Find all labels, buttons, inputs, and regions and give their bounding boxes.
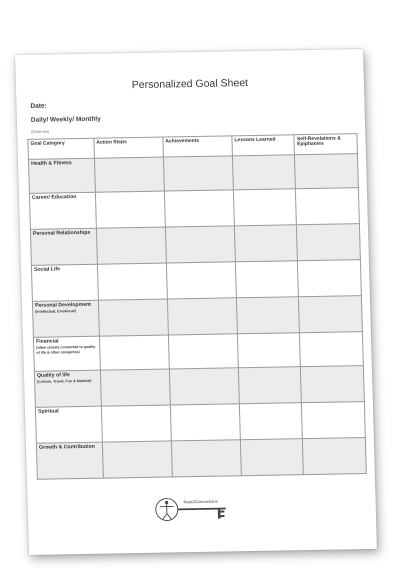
goal-category-cell [30, 228, 97, 265]
logo-emblem-icon [153, 491, 264, 527]
goal-category-label: Quality of life [36, 371, 70, 379]
table-row [32, 296, 362, 338]
achievements-cell[interactable] [170, 404, 240, 441]
action-steps-cell[interactable] [102, 441, 172, 478]
column-header-lessons-learned: Lessons Learned [232, 135, 295, 156]
goal-table [27, 133, 366, 480]
goal-category-cell [33, 336, 100, 371]
action-steps-cell[interactable] [95, 191, 165, 228]
achievements-cell[interactable] [169, 368, 239, 405]
action-steps-cell[interactable] [97, 263, 167, 300]
achievements-cell[interactable] [167, 298, 237, 335]
page-title: Personalized Goal Sheet [131, 77, 249, 92]
achievements-cell[interactable] [168, 334, 238, 369]
goal-table-body [28, 154, 366, 480]
date-label: Date: [30, 102, 47, 110]
lessons-learned-cell[interactable] [238, 367, 301, 404]
goal-category-cell [28, 158, 95, 193]
self-revelations-cell[interactable] [295, 154, 358, 189]
self-revelations-cell[interactable] [300, 332, 363, 367]
self-revelations-cell[interactable] [303, 438, 367, 475]
self-revelations-cell[interactable] [299, 296, 363, 333]
goal-category-label: Financial [35, 337, 59, 345]
self-revelations-cell[interactable] [302, 402, 366, 439]
goal-category-label: Spiritual [37, 407, 59, 415]
goal-category-note: (Leisure, Travel, Fun & Material) [37, 379, 92, 385]
goal-category-cell [36, 442, 103, 479]
table-row [36, 438, 366, 480]
table-row [30, 224, 360, 266]
self-revelations-cell[interactable] [296, 188, 360, 225]
column-header-self-revelations: Self-Revelations & Epiphanies [294, 134, 357, 155]
table-row [28, 154, 358, 194]
goal-category-cell [32, 300, 99, 337]
keys2concussions-logo [153, 491, 264, 527]
table-row [33, 332, 363, 372]
logo-text: Keys2Concussions [183, 498, 218, 505]
goal-category-label: Career/ Education [31, 193, 77, 201]
achievements-cell[interactable] [171, 440, 241, 477]
goal-category-label: Health & Fitness [30, 159, 72, 167]
table-row [34, 366, 364, 408]
column-header-goal-category: Goal Category [28, 138, 94, 159]
achievements-cell[interactable] [165, 226, 235, 263]
lessons-learned-cell[interactable] [234, 225, 297, 262]
action-steps-cell[interactable] [100, 369, 170, 406]
lessons-learned-cell[interactable] [237, 333, 300, 368]
goal-category-cell [35, 406, 102, 443]
achievements-cell[interactable] [164, 190, 234, 227]
table-row [35, 402, 365, 444]
goal-category-cell [34, 370, 101, 407]
goal-category-label: Personal Development [34, 301, 92, 309]
goal-category-cell [29, 192, 96, 229]
goal-category-label: Growth & Contribution [38, 443, 95, 451]
achievements-cell[interactable] [166, 262, 236, 299]
table-row [31, 260, 361, 302]
goal-category-label: Social Life [33, 265, 61, 273]
self-revelations-cell[interactable] [298, 260, 362, 297]
goal-category-label: Personal Relationships [32, 229, 91, 237]
frequency-label: Daily/ Weekly/ Monthly [30, 115, 101, 124]
lessons-learned-cell[interactable] [239, 403, 302, 440]
action-steps-cell[interactable] [101, 405, 171, 442]
action-steps-cell[interactable] [96, 227, 166, 264]
action-steps-cell[interactable] [99, 335, 169, 370]
lessons-learned-cell[interactable] [233, 189, 296, 226]
goal-category-cell [31, 264, 98, 301]
action-steps-cell[interactable] [94, 157, 164, 192]
lessons-learned-cell[interactable] [236, 297, 299, 334]
column-header-achievements: Achievements [163, 136, 233, 157]
lessons-learned-cell[interactable] [232, 155, 295, 190]
action-steps-cell[interactable] [98, 299, 168, 336]
goal-sheet-document [15, 49, 377, 555]
table-row [29, 188, 359, 230]
self-revelations-cell[interactable] [301, 366, 365, 403]
lessons-learned-cell[interactable] [240, 439, 303, 476]
goal-category-note: (often closely connected to quality of life & other categories) [36, 345, 96, 355]
self-revelations-cell[interactable] [297, 224, 361, 261]
achievements-cell[interactable] [163, 156, 233, 191]
column-header-action-steps: Action Steps [94, 137, 164, 158]
lessons-learned-cell[interactable] [235, 261, 298, 298]
goal-category-note: (Intellectual, Emotional) [35, 309, 76, 315]
circle-one-note: (Circle one) [31, 129, 50, 134]
